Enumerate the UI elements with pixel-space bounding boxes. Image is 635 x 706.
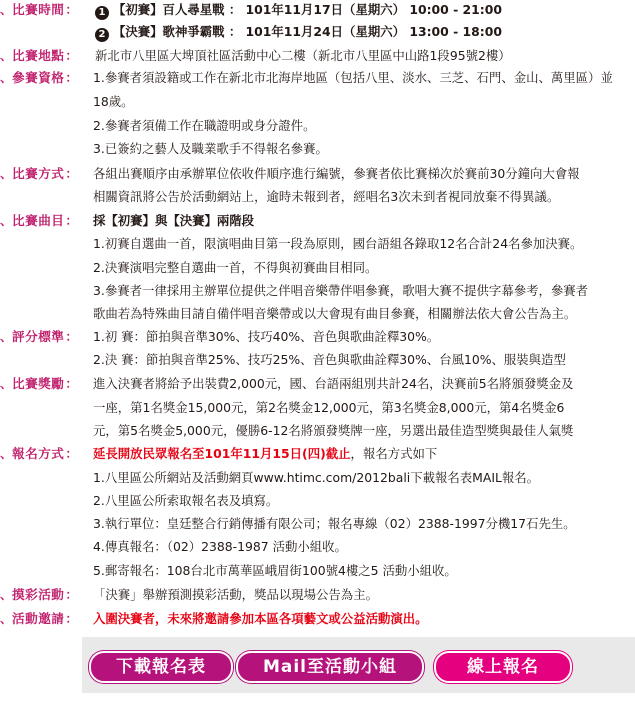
songs-heading: 採【初賽】與【決賽】兩階段 xyxy=(93,213,255,228)
registration-deadline: 延長開放民眾報名至101年11月15日(四)截止，報名方式如下 xyxy=(93,446,438,461)
mail-to-team-button[interactable]: Mail至活動小組 xyxy=(236,651,424,683)
download-form-button[interactable]: 下載報名表 xyxy=(89,651,233,683)
format-line: 相關資訊將公告於活動網站上，逾時未報到者，經唱名3次未到者視同放棄不得異議。 xyxy=(93,189,560,204)
schedule-label: 、比賽時間： xyxy=(0,2,78,17)
scoring-line: 2.決 賽：節拍與音準25%、技巧25%、音色與歌曲詮釋30%、台風10%、服裝與造型 xyxy=(93,352,566,367)
final-schedule: 2 【決賽】歌神爭霸戰 ： 101年11月24日（星期六） 13:00 - 18:00 xyxy=(95,22,502,42)
awards-line: 元，第5名獎金5,000元，優勝6-12名將頒發獎牌一座，另選出最佳造型獎與最佳人氣獎 xyxy=(93,423,574,438)
registration-label: 、報名方式： xyxy=(0,446,78,461)
registration-line: 2.八里區公所索取報名表及填寫。 xyxy=(93,493,279,508)
lottery-label: 、摸彩活動： xyxy=(0,587,78,602)
scoring-line: 1.初 賽：節拍與音準30%、技巧40%、音色與歌曲詮釋30%。 xyxy=(93,329,440,344)
eligibility-line: 18歲。 xyxy=(93,94,134,109)
awards-line: 進入決賽者將給予出裝費2,000元，國、台語兩組別共計24名，決賽前5名將頒發獎金及 xyxy=(93,376,574,391)
songs-line: 2.決賽演唱完整自選曲一首，不得與初賽曲目相同。 xyxy=(93,260,378,275)
invitation-label: 、活動邀請： xyxy=(0,611,78,626)
registration-line: 5.郵寄報名：108台北市萬華區峨眉街100號4樓之5 活動小組收。 xyxy=(93,563,457,578)
venue-label: 、比賽地點： xyxy=(0,48,78,63)
songs-line: 3.參賽者一律採用主辦單位提供之伴唱音樂帶伴唱參賽，歌唱大賽不提供字幕參考，參賽者 xyxy=(93,283,589,298)
eligibility-line: 1.參賽者須設籍或工作在新北市北海岸地區（包括八里、淡水、三芝、石門、金山、萬里區）並 xyxy=(93,70,613,85)
format-label: 、比賽方式： xyxy=(0,166,78,181)
songs-line: 歌曲若為特殊曲目請自備伴唱音樂帶或以大會現有曲目參賽，相關辦法依大會公告為主。 xyxy=(93,306,577,321)
registration-line: 1.八里區公所網站及活動網頁www.htimc.com/2012bali下載報名表MAIL報名。 xyxy=(93,470,540,485)
awards-line: 一座，第1名獎金15,000元，第2名獎金12,000元，第3名獎金8,000元，第4名獎金6 xyxy=(93,400,565,415)
eligibility-line: 2.參賽者須備工作在職證明或身分證件。 xyxy=(93,118,316,133)
awards-label: 、比賽獎勵： xyxy=(0,376,78,391)
registration-line: 4.傳真報名：（02）2388-1987 活動小組收。 xyxy=(93,539,347,554)
eligibility-label: 、參賽資格： xyxy=(0,70,78,85)
registration-line: 3.執行單位：皇廷整合行銷傳播有限公司；報名專線（02）2388-1997分機17石先生。 xyxy=(93,516,576,531)
songs-line: 1.初賽自選曲一首，限演唱曲目第一段為原則，國台語組各錄取12名合計24名參加決賽。 xyxy=(93,236,583,251)
songs-label: 、比賽曲目： xyxy=(0,213,78,228)
venue-text: 新北市八里區大埤頂社區活動中心二樓（新北市八里區中山路1段95號2樓） xyxy=(95,48,511,63)
invitation-text: 入圍決賽者，未來將邀請參加本區各項藝文或公益活動演出。 xyxy=(93,611,428,626)
online-registration-button[interactable]: 線上報名 xyxy=(434,651,572,683)
eligibility-line: 3.已簽約之藝人及職業歌手不得報名參賽。 xyxy=(93,141,328,156)
lottery-text: 「決賽」舉辦預測摸彩活動，獎品以現場公告為主。 xyxy=(93,587,378,602)
prelim-schedule: 1 【初賽】百人尋星戰 ： 101年11月17日（星期六） 10:00 - 21:00 xyxy=(95,0,502,20)
format-line: 各組出賽順序由承辦單位依收件順序進行編號，參賽者依比賽梯次於賽前30分鐘向大會報 xyxy=(93,166,580,181)
scoring-label: 、評分標準： xyxy=(0,329,78,344)
deadline-highlight: 延長開放民眾報名至101年11月15日(四)截止 xyxy=(93,446,351,461)
